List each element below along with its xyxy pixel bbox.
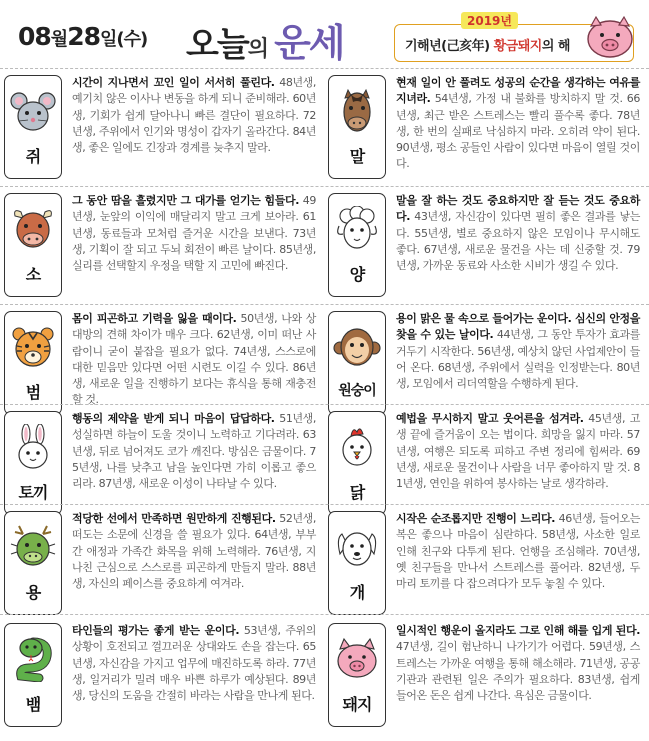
animal-name: 말: [349, 147, 365, 166]
animal-name: 원숭이: [338, 383, 376, 399]
rooster-icon: [333, 424, 381, 470]
animal-icon-box: [328, 193, 386, 297]
tiger-icon: [9, 324, 57, 370]
animal-name: 닭: [349, 483, 365, 502]
animal-name: 뱀: [25, 695, 41, 714]
divider: [0, 404, 649, 405]
horse-icon: [333, 88, 381, 134]
divider: [0, 304, 649, 305]
date-day: 28: [67, 22, 100, 51]
fortune-body: 45년생, 고생 끝에 즐거움이 오는 법이다. 희망을 잃지 마라. 57년생, 여행은 되도록 피하고 주변 정리에 힘써라. 69년생, 새로운 물건이나 사람을 너무 좋아하지 말 것. 81년생, 연인을 위하여 봉사하는 날로 생각하라.: [396, 412, 640, 491]
fortune-rat: [0, 72, 319, 184]
fortune-text: [72, 411, 316, 492]
page-title: [186, 12, 343, 67]
animal-name: 토끼: [18, 483, 48, 502]
fortune-dragon: [0, 508, 319, 620]
date-weekday: (수): [116, 29, 148, 50]
fortune-sheep: [324, 190, 643, 302]
fortune-body: 49년생, 눈앞의 이익에 매달리지 말고 크게 보아라. 61년생, 동료들과 모처럼 즐거운 시간을 보낸다. 73년생, 기획이 잘 되고 두뇌 회전이 빠른 날이다. 85년생, 실리를 선택할지 우정을 택할 지 고민에 빠진다.: [72, 194, 316, 273]
animal-name: 돼지: [342, 695, 372, 714]
animal-icon-box: [4, 411, 62, 515]
divider: [0, 68, 649, 69]
animal-icon-box: [4, 75, 62, 179]
fortune-text: [396, 193, 640, 274]
divider: [0, 186, 649, 187]
fortune-body: 54년생, 가정 내 불화를 방치하지 말 것. 66년생, 최근 받은 스트레스는 빨리 풀수록 좋다. 78년생, 한 번의 실패로 낙심하지 마라. 오히려 약이 된다. 90년생, 평소 공들인 사람이 있다면 마음이 열릴 것이다.: [396, 92, 640, 171]
year-suffix: 의 해: [541, 39, 570, 54]
fortune-body: 52년생, 떠도는 소문에 신경을 쓸 필요가 있다. 64년생, 부부간 애정과 가족간 화목을 위해 노력해라. 76년생, 지나친 근심으로 스스로를 피곤하게 만들지 말라. 88년생, 자신의 페이스를 중요하게 여겨라.: [72, 512, 316, 591]
fortune-horse: [324, 72, 643, 184]
monkey-icon: [333, 324, 381, 370]
rabbit-icon: [9, 424, 57, 470]
fortune-text: [72, 623, 316, 704]
date-month-unit: 월: [50, 29, 68, 50]
fortune-text: [396, 411, 640, 492]
animal-icon-box: [328, 411, 386, 515]
fortune-lead: 그 동안 땀을 흘렸지만 그 대가를 얻기는 힘들다.: [72, 194, 299, 207]
animal-icon-box: [4, 311, 62, 415]
animal-icon-box: [4, 511, 62, 615]
fortune-lead: 시간이 지나면서 꼬인 일이 서서히 풀린다.: [72, 76, 275, 89]
animal-name: 소: [25, 265, 41, 284]
fortune-text: [396, 511, 640, 592]
fortune-body: 53년생, 주위의 상황이 호전되고 껄끄러운 상대와도 손을 잡는다. 65년생, 자신감을 가지고 업무에 매진하도록 하라. 77년생, 일거리가 밀려 매우 바쁜 하루가 예상된다. 89년생, 당신의 도움을 간절히 바라는 사람을 만나게 된다.: [72, 624, 316, 703]
animal-name: 양: [349, 265, 365, 284]
fortune-lead: 일시적인 행운이 올지라도 그로 인해 해를 입게 된다.: [396, 624, 640, 637]
rat-icon: [9, 88, 57, 134]
title-today: 오늘: [186, 25, 248, 65]
fortune-ox: [0, 190, 319, 302]
title-fortune: 운세: [274, 21, 344, 65]
animal-icon-box: [4, 193, 62, 297]
year-text: [405, 35, 570, 54]
animal-icon-box: [328, 511, 386, 615]
animal-name: 개: [349, 583, 365, 602]
fortune-lead: 현재 일이 안 풀려도 성공의 순간을 생각하는 여유를 지녀라.: [396, 76, 640, 106]
dog-icon: [333, 524, 381, 570]
fortune-lead: 말을 잘 하는 것도 중요하지만 잘 듣는 것도 중요하다.: [396, 194, 640, 224]
fortune-text: [72, 511, 316, 592]
ox-icon: [9, 206, 57, 252]
fortune-body: 51년생, 성실하면 하늘이 도울 것이니 노력하고 기다려라. 63년생, 뒤로 넘어져도 코가 깨진다. 방심은 금물이다. 75년생, 나를 낮추고 남을 높인다면 가히 이롭고 좋으리라. 87년생, 새로운 이성이 나타날 수 있다.: [72, 412, 316, 491]
year-badge: 2019년: [461, 12, 518, 29]
pig-icon: [333, 636, 381, 682]
fortune-body: 46년생, 들어오는 복은 좋으나 마음이 심란하다. 58년생, 사소한 일로 인해 친구와 다투게 된다. 언행을 조심해라. 70년생, 옛 친구들을 만나서 스트레스를 풀어라. 82년생, 두 마리 토끼를 다 잡으려다가 모두 놓칠 수 있다.: [396, 512, 640, 591]
fortune-snake: [0, 620, 319, 732]
fortune-text: [396, 623, 640, 704]
fortune-text: [72, 311, 316, 409]
animal-icon-box: [4, 623, 62, 727]
fortune-body: 50년생, 나와 상대방의 견해 차이가 매우 크다. 62년생, 이미 떠난 사람이니 굳이 붙잡을 필요가 없다. 74년생, 스스로에 대한 믿음만 있다면 어떤 시련도 이길 수 있다. 86년생, 새로운 일을 진행하기 보다는 휴식을 통해 재충전할 것.: [72, 312, 316, 407]
animal-icon-box: [328, 623, 386, 727]
fortune-dog: [324, 508, 643, 620]
fortune-text: [396, 75, 640, 173]
header: [0, 0, 649, 68]
year-highlight: 황금돼지: [493, 39, 542, 54]
fortune-pig: [324, 620, 643, 732]
date-day-unit: 일: [99, 29, 117, 50]
divider: [0, 504, 649, 505]
fortune-text: [72, 193, 316, 274]
fortune-text: [72, 75, 316, 156]
date-label: [18, 22, 147, 51]
fortune-body: 47년생, 길이 험난하니 나가기가 어렵다. 59년생, 스트레스는 가까운 여행을 통해 해소해라. 71년생, 공공 기관과 관련된 일은 주의가 필요하다. 83년생, 쉽게 들어온 돈은 쉽게 나간다. 욕심은 금물이다.: [396, 640, 640, 703]
fortune-lead: 몸이 피곤하고 기력을 잃을 때이다.: [72, 312, 237, 325]
fortune-body: 44년생, 그 동안 투자가 효과를 거두기 시작한다. 56년생, 예상치 않던 사업제안이 들어 온다. 68년생, 주위에서 실력을 인정받는다. 80년생, 모임에서 리더역할을 수행하게 된다.: [396, 328, 641, 391]
divider: [0, 614, 649, 615]
title-particle: 의: [247, 37, 269, 62]
animal-name: 용: [25, 583, 41, 602]
fortune-lead: 적당한 선에서 만족하면 원만하게 진행된다.: [72, 512, 276, 525]
pig-icon: [584, 14, 636, 60]
animal-name: 범: [25, 383, 41, 402]
sheep-icon: [333, 206, 381, 252]
fortune-lead: 타인들의 평가는 좋게 받는 운이다.: [72, 624, 240, 637]
animal-icon-box: [328, 75, 386, 179]
animal-name: 쥐: [25, 147, 41, 166]
snake-icon: [9, 636, 57, 682]
animal-icon-box: [328, 311, 386, 415]
fortune-body: 43년생, 자신감이 있다면 필히 좋은 결과를 낳는다. 55년생, 별로 중요하지 않은 모임이나 무시해도 좋다. 67년생, 새로운 물건을 사는 데 신중할 것. 79년생, 가까운 동료와 사소한 시비가 생길 수 있다.: [396, 210, 640, 273]
fortune-lead: 예법을 무시하지 말고 웃어른을 섬겨라.: [396, 412, 584, 425]
fortune-lead: 용이 맑은 물 속으로 들어가는 운이다. 심신의 안정을 찾을 수 있는 날이다.: [396, 312, 640, 342]
fortune-lead: 행동의 제약을 받게 되니 마음이 답답하다.: [72, 412, 275, 425]
fortune-text: [396, 311, 640, 392]
dragon-icon: [9, 524, 57, 570]
fortune-lead: 시작은 순조롭지만 진행이 느리다.: [396, 512, 555, 525]
date-month: 08: [18, 22, 51, 51]
year-prefix: 기해년(己亥年): [405, 39, 490, 54]
fortune-body: 48년생, 예기치 않은 이사나 변동을 하게 되니 준비해라. 60년생, 기회가 쉽게 달아나니 빠른 결단이 필요하다. 72년생, 주위에서 인기와 명성이 갑자기 올라간다. 84년생, 좋은 일에도 긴장과 경계를 늦추지 말라.: [72, 76, 316, 155]
